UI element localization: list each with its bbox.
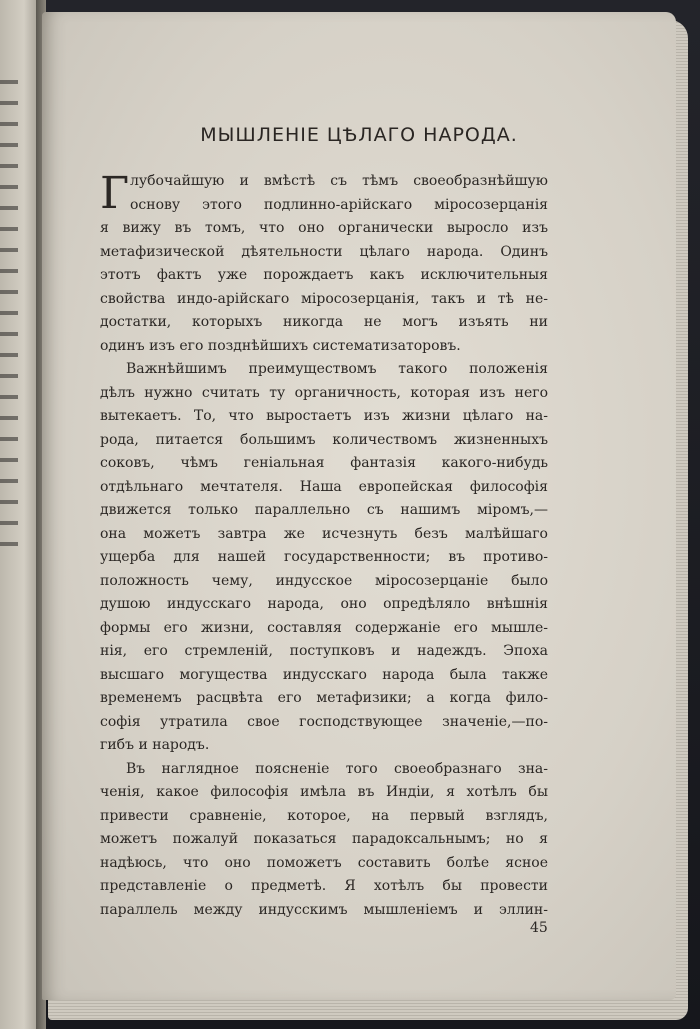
text-line: надѣюсь, что оно поможетъ составить болѣе ясное — [100, 854, 548, 871]
book-page — [42, 12, 676, 1000]
text-line: свойства индо-арійскаго міросозерцанія, такъ и тѣ не- — [100, 290, 548, 307]
text-line: я вижу въ томъ, что оно органически выросло изъ — [100, 220, 548, 236]
text-line: рода, питается большимъ количествомъ жизненныхъ — [100, 431, 548, 448]
text-line: Важнѣйшимъ преимуществомъ такого положенія — [126, 361, 548, 377]
text-line: лубочайшую и вмѣстѣ съ тѣмъ своеобразнѣйшую — [130, 173, 548, 189]
text-line: отдѣльнаго мечтателя. Наша европейская философія — [100, 478, 548, 495]
previous-page-edge — [0, 0, 40, 1029]
previous-page-text-fragment — [0, 80, 18, 560]
paragraph-3 — [100, 758, 548, 923]
page-title: МЫШЛЕНІЕ ЦѢЛАГО НАРОДА. — [200, 124, 518, 146]
text-line: параллель между индусскимъ мышленіемъ и эллин- — [100, 901, 548, 918]
text-line: положность чему, индусское міросозерцаніе было — [100, 572, 548, 589]
text-line: одинъ изъ его позднѣйшихъ систематизаторовъ. — [100, 337, 461, 354]
text-line: основу этого подлинно-арійскаго міросозерцанія — [130, 196, 548, 213]
text-line: соковъ, чѣмъ геніальная фантазія какого-нибудь — [100, 455, 548, 471]
text-line: движется только параллельно съ нашимъ міромъ,— — [100, 502, 548, 518]
text-line: Въ наглядное поясненіе того своеобразнаго зна- — [126, 760, 548, 777]
paragraph-1 — [100, 170, 548, 358]
text-line: вытекаетъ. То, что выростаетъ изъ жизни цѣлаго на- — [100, 408, 548, 424]
text-line: софія утратила свое господствующее значеніе,—по- — [100, 713, 548, 730]
text-line: привести сравненіе, которое, на первый взглядъ, — [100, 807, 548, 824]
text-line: метафизической дѣятельности цѣлаго народа. Одинъ — [100, 243, 548, 260]
text-line: ущерба для нашей государственности; въ противо- — [100, 549, 548, 565]
text-line: она можетъ завтра же исчезнуть безъ малѣйшаго — [100, 525, 548, 542]
paragraph-2 — [100, 358, 548, 758]
text-line: представленіе о предметѣ. Я хотѣлъ бы провести — [100, 878, 548, 894]
text-line: можетъ пожалуй показаться парадоксальнымъ; но я — [100, 831, 548, 847]
drop-cap-letter: Г — [100, 168, 130, 219]
text-line: достатки, которыхъ никогда не могъ изъять ни — [100, 314, 548, 330]
text-line: высшаго могущества индусскаго народа была также — [100, 666, 548, 683]
text-line: нія, его стремленій, поступковъ и надеждъ. Эпоха — [100, 643, 548, 659]
body-text — [100, 170, 548, 922]
text-line: этотъ фактъ уже порождаетъ какъ исключительныя — [100, 267, 548, 283]
text-line: гибъ и народъ. — [100, 737, 210, 753]
text-line: ченія, какое философія имѣла въ Индіи, я хотѣлъ бы — [100, 784, 548, 800]
text-line: формы его жизни, составляя содержаніе его мышле- — [100, 619, 548, 636]
page-number: 45 — [530, 920, 548, 936]
text-line: душою индусскаго народа, оно опредѣляло внѣшнія — [100, 596, 548, 612]
text-line: дѣлъ нужно считать ту органичность, которая изъ него — [100, 384, 548, 401]
text-line: временемъ расцвѣта его метафизики; а когда фило- — [100, 690, 548, 706]
